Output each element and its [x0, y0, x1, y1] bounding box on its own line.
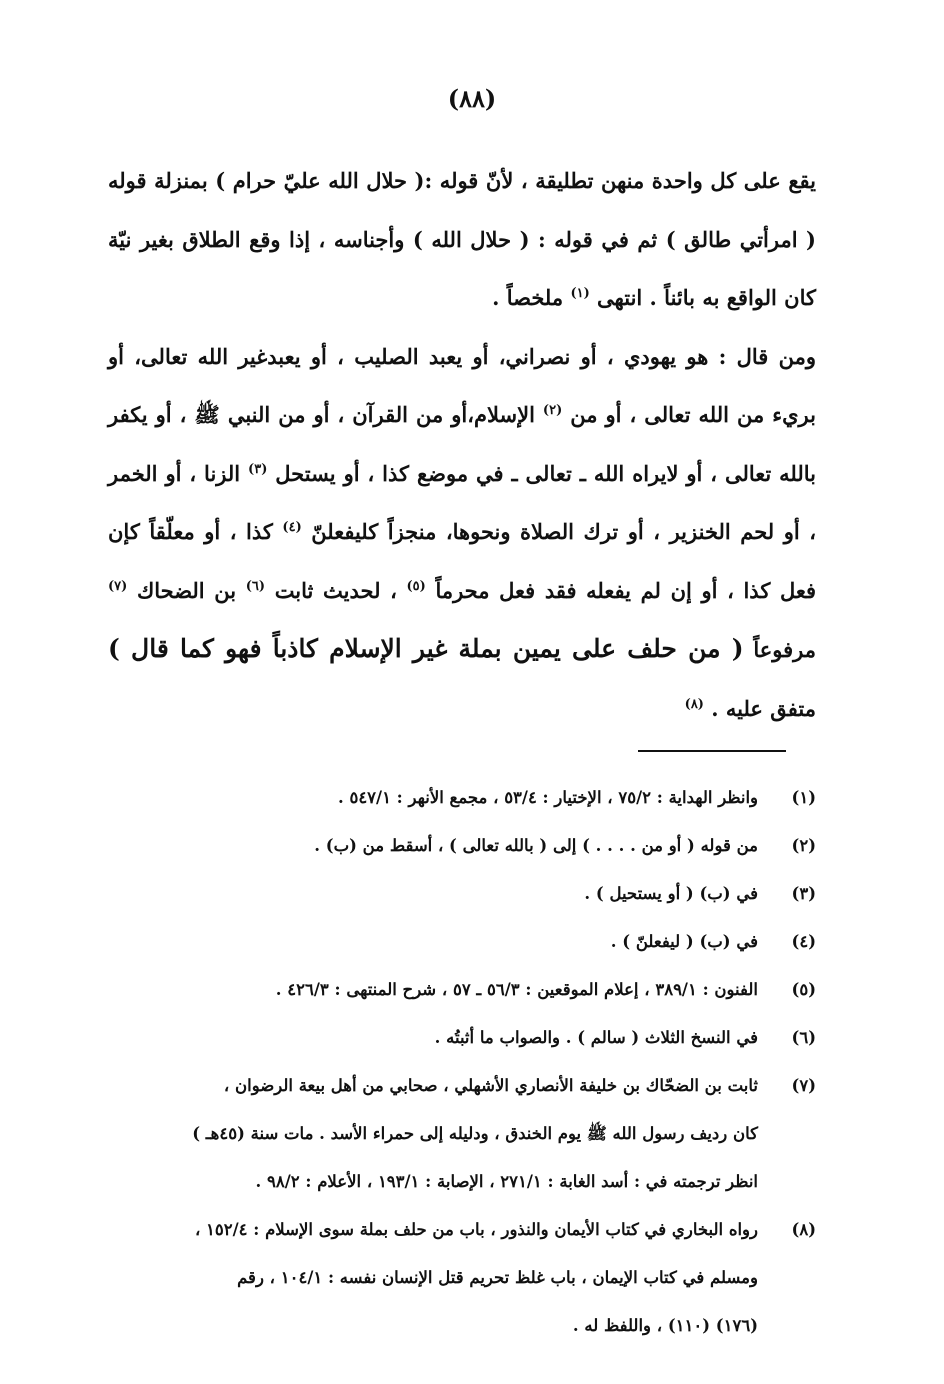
footnote-text: [108, 918, 758, 966]
footnote-number: (٨): [791, 1220, 816, 1239]
footnote-line: في (ب) ( ليفعلنّ ) .: [610, 932, 758, 951]
footnote-number: (٧): [791, 1076, 816, 1095]
footnote-1: [108, 774, 816, 822]
footnote-line: ومسلم في كتاب الإيمان ، باب غلظ تحريم قتل الإنسان نفسه : ١٠٤/١ ، رقم: [237, 1268, 758, 1287]
footnote-text: [108, 822, 758, 870]
footnotes: [108, 774, 816, 1350]
paragraph-2-part-c: الزنا ، أو الخمر ، أو لحم الخنزير ، أو ترك الصلاة ونحوها، منجزاً كليفعلنّ: [108, 460, 816, 544]
footnote-number: (٥): [791, 980, 816, 999]
footnote-line: انظر ترجمته في : أسد الغابة : ٢٧١/١ ، الإصابة : ١٩٣/١ ، الأعلام : ٩٨/٢ .: [255, 1172, 758, 1191]
footnote-line: من قوله ( أو من . . . . ) إلى ( بالله تعالى ) ، أسقط من (ب) .: [314, 836, 758, 855]
footnote-line: كان رديف رسول الله ﷺ يوم الخندق ، ودليله إلى حمراء الأسد . مات سنة (٤٥هـ ): [192, 1124, 758, 1143]
footnote-ref-4: (٤): [282, 520, 302, 535]
footnote-6: [108, 1014, 816, 1062]
footnote-ref-2: (٢): [542, 403, 563, 418]
footnote-3: [108, 870, 816, 918]
footnote-text: [108, 966, 758, 1014]
footnote-line: وانظر الهداية : ٧٥/٢ ، الإختيار : ٥٣/٤ ، مجمع الأنهر : ٥٤٧/١ .: [337, 788, 758, 807]
paragraph-2-part-f: بن الضحاك: [136, 577, 237, 603]
footnote-2: [108, 822, 816, 870]
footnote-5: [108, 966, 816, 1014]
footnote-ref-7: (٧): [108, 578, 128, 594]
main-text: [108, 152, 816, 738]
footnote-line: في (ب) ( أو يستحيل ) .: [584, 884, 758, 903]
footnote-text: [108, 1206, 758, 1350]
footnote-ref-1: (١): [570, 286, 590, 301]
footnote-number: (٦): [791, 1028, 816, 1047]
footnote-ref-8: (٨): [684, 696, 704, 712]
footnote-8: [108, 1206, 816, 1350]
footnote-number: (١): [791, 788, 816, 807]
paragraph-2-part-e: ، لحديث ثابت: [274, 577, 397, 603]
paragraph-2-part-b: الإسلام،أو من القرآن ، أو من النبي ﷺ ، أو يكفر بالله تعالى ، أو لايراه الله ـ تعالى ـ في موضع كذا ، أو يستحل: [108, 402, 817, 486]
footnote-text: [108, 870, 758, 918]
page-number: (٨٨): [447, 84, 497, 113]
paragraph-2-part-h: متفق عليه .: [711, 695, 816, 721]
footnote-text: [108, 774, 758, 822]
paragraph-2-part-d: كذا ، أو معلّقاً كإن فعل كذا ، أو إن لم يفعله فقد فعل محرماً: [108, 519, 817, 603]
paragraph-1-text: يقع على كل واحدة منهن تطليقة ، لأنّ قوله :( حلال الله عليّ حرام ) بمنزلة قوله ( امرأتي طالق ) ثم في قوله : ( حلال الله ) وأجناسه ، إذا وقع الطلاق بغير نيّة كان الواقع به بائناً . انتهى: [108, 168, 816, 310]
paragraph-2-part-a: ومن قال : هو يهودي ، أو نصراني، أو يعبد الصليب ، أو يعبدغير الله تعالى، أو بريء من الله تعالى ، أو من: [108, 343, 816, 427]
footnote-line: الفنون : ٣٨٩/١ ، إعلام الموقعين : ٥٦/٣ ـ ٥٧ ، شرح المنتهى : ٤٢٦/٣ .: [275, 980, 758, 999]
footnote-line: ثابت بن الضحّاك بن خليفة الأنصاري الأشهلي ، صحابي من أهل بيعة الرضوان ،: [223, 1076, 758, 1095]
footnote-ref-6: (٦): [245, 578, 266, 594]
footnote-line: في النسخ الثلاث ( سالم ) . والصواب ما أثبتُه .: [434, 1028, 758, 1047]
paragraph-1-end: ملخصاً .: [492, 285, 564, 310]
footnote-separator: [638, 750, 786, 752]
footnote-line: (١٧٦) (١١٠) ، واللفظ له .: [572, 1316, 758, 1335]
footnote-4: [108, 918, 816, 966]
footnote-number: (٢): [791, 836, 816, 855]
paragraph-2: [108, 328, 816, 739]
footnote-ref-5: (٥): [406, 578, 426, 594]
footnote-text: [108, 1014, 758, 1062]
footnote-7: [108, 1062, 816, 1206]
footnote-ref-3: (٣): [248, 461, 268, 477]
footnote-text: [108, 1062, 758, 1206]
footnote-number: (٤): [791, 932, 816, 951]
paragraph-1: [108, 152, 816, 328]
footnote-line: رواه البخاري في كتاب الأيمان والنذور ، باب من حلف بملة سوى الإسلام : ١٥٢/٤ ،: [194, 1220, 758, 1239]
paragraph-2-part-g: مرفوعاً: [753, 637, 816, 662]
footnote-number: (٣): [791, 884, 816, 903]
hadith-quote: ( من حلف على يمين بملة غير الإسلام كاذباً فهو كما قال ): [108, 634, 744, 663]
